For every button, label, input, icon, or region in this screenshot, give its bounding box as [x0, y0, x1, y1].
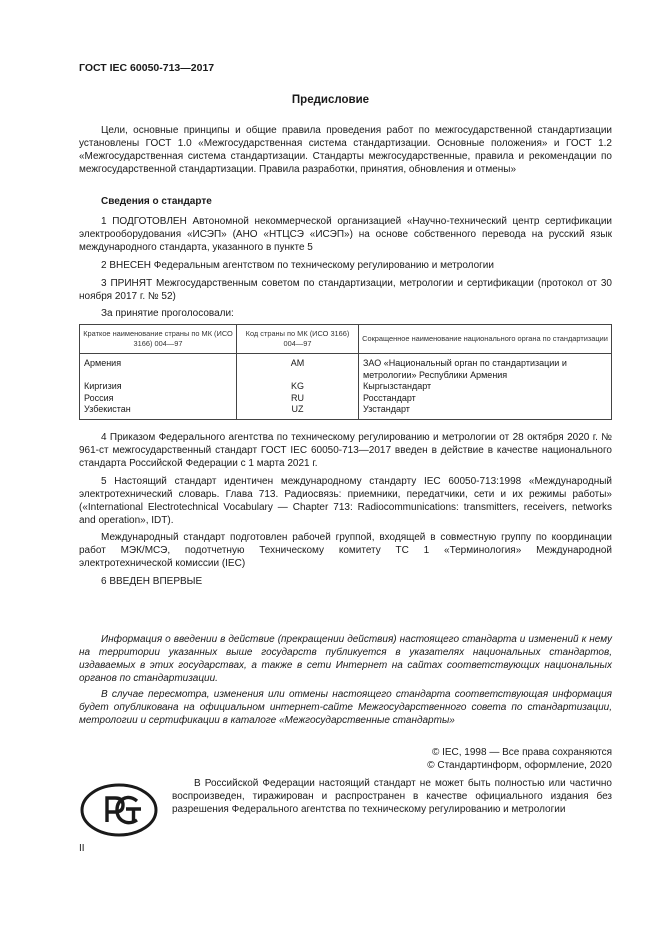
intro-paragraph: Цели, основные принципы и общие правила проведения работ по межгосударственной стандартизации установлены ГОСТ 1.0 «Межгосударственная система стандартизации. Основные положения» и ГОСТ 1.2 «Межгосударственная система стандартизации. Стандарты межгосударственные, правила и рекомендации по межгосударственной стандартизации. Правила разработки, принятия, обновления и отмены»: [79, 125, 612, 175]
item-1: 1 ПОДГОТОВЛЕН Автономной некоммерческой организацией «Научно-технический центр сертификации электрооборудования «ИСЭП» (АНО «НТЦСЭ «ИСЭП») на основе собственного перевода на русский язык международного стандарта, указанного в пункте 5: [79, 216, 612, 253]
code-cell: UZ: [237, 404, 359, 419]
country-cell: Россия: [80, 393, 237, 405]
body-cell: Росстандарт: [359, 393, 612, 405]
item-6: 6 ВВЕДЕН ВПЕРВЫЕ: [101, 575, 203, 587]
document-id-header: ГОСТ IEC 60050-713—2017: [79, 62, 215, 74]
code-cell: AM: [237, 354, 359, 382]
standard-info-section: [79, 195, 612, 588]
code-cell: RU: [237, 393, 359, 405]
item-5-note: Международный стандарт подготовлен рабочей группой, входящей в совместную группу по координации работ МЭК/МСЭ, подотчетную Техническому комитету ТС 1 «Терминология» Международной электротехнической комиссии (IEC): [79, 531, 612, 569]
table-header-code: Код страны по МК (ИСО 3166) 004—97: [237, 325, 359, 354]
body-cell: ЗАО «Национальный орган по стандартизации и метрологии» Республики Армения: [359, 354, 612, 382]
body-cell: Кыргызстандарт: [359, 381, 612, 393]
country-cell: Киргизия: [80, 381, 237, 393]
publication-notice: [79, 633, 612, 727]
country-cell: Армения: [80, 354, 237, 382]
item-3: 3 ПРИНЯТ Межгосударственным советом по стандартизации, метрологии и сертификации (протокол от 30 ноября 2017 г. № 52): [79, 278, 612, 302]
table-row: [80, 393, 612, 405]
body-cell: Узстандарт: [359, 404, 612, 419]
item-5: 5 Настоящий стандарт идентичен международному стандарту IEC 60050-713:1998 «Международный электротехнический словарь. Глава 713. Радиосвязь: приемники, передатчики, сети и их режимы работы» («International Electrotechnical Vocabulary — Chapter 713: Radiocommunications: transmitters, receivers, networks and operation», IDT).: [79, 475, 612, 526]
table-row: [80, 354, 612, 382]
table-row: [80, 404, 612, 419]
code-cell: KG: [237, 381, 359, 393]
copyright-standartinform: © Стандартинформ, оформление, 2020: [427, 760, 612, 771]
country-cell: Узбекистан: [80, 404, 237, 419]
item-4: 4 Приказом Федерального агентства по техническому регулированию и метрологии от 28 октября 2020 г. № 961-ст межгосударственный стандарт ГОСТ IEC 60050-713—2017 введен в действие в качестве национального стандарта Российской Федерации с 1 марта 2021 г.: [79, 431, 612, 469]
table-header-country: Краткое наименование страны по МК (ИСО 3166) 004—97: [80, 325, 237, 354]
copyright-iec: © IEC, 1998 — Все права сохраняются: [431, 747, 612, 758]
rf-reproduction-notice: [172, 777, 612, 816]
table-row: [80, 381, 612, 393]
notice-paragraph-2: В случае пересмотра, изменения или отмены настоящего стандарта соответствующая информация будет опубликована на официальном интернет-сайте Межгосударственного совета по стандартизации, метрологии и сертификации в каталоге «Межгосударственные стандарты»: [79, 689, 612, 726]
voting-table: [79, 324, 612, 420]
page-number: II: [79, 843, 85, 854]
rst-mark-icon: [79, 782, 159, 838]
table-header-body: Сокращенное наименование национального органа по стандартизации: [359, 325, 612, 354]
notice-paragraph-1: Информация о введении в действие (прекращении действия) настоящего стандарта и изменений к нему на территории указанных выше государств публикуется в указателях национальных стандартов, издаваемых в этих государствах, а также в сети Интернет на сайтах соответствующих национальных органов по стандартизации.: [79, 634, 612, 684]
page-title: Предисловие: [291, 94, 370, 106]
voted-label: За принятие проголосовали:: [101, 308, 234, 319]
item-2: 2 ВНЕСЕН Федеральным агентством по техническому регулированию и метрологии: [101, 260, 494, 271]
table-header-row: [80, 325, 612, 354]
info-heading: Сведения о стандарте: [101, 196, 212, 207]
intro-section: [79, 124, 612, 176]
rf-notice-paragraph: В Российской Федерации настоящий стандарт не может быть полностью или частично воспроизведен, тиражирован и распространен в качестве официального издания без разрешения Федерального агентства по техническому регулированию и метрологии: [172, 778, 612, 815]
copyright-block: [79, 746, 612, 772]
